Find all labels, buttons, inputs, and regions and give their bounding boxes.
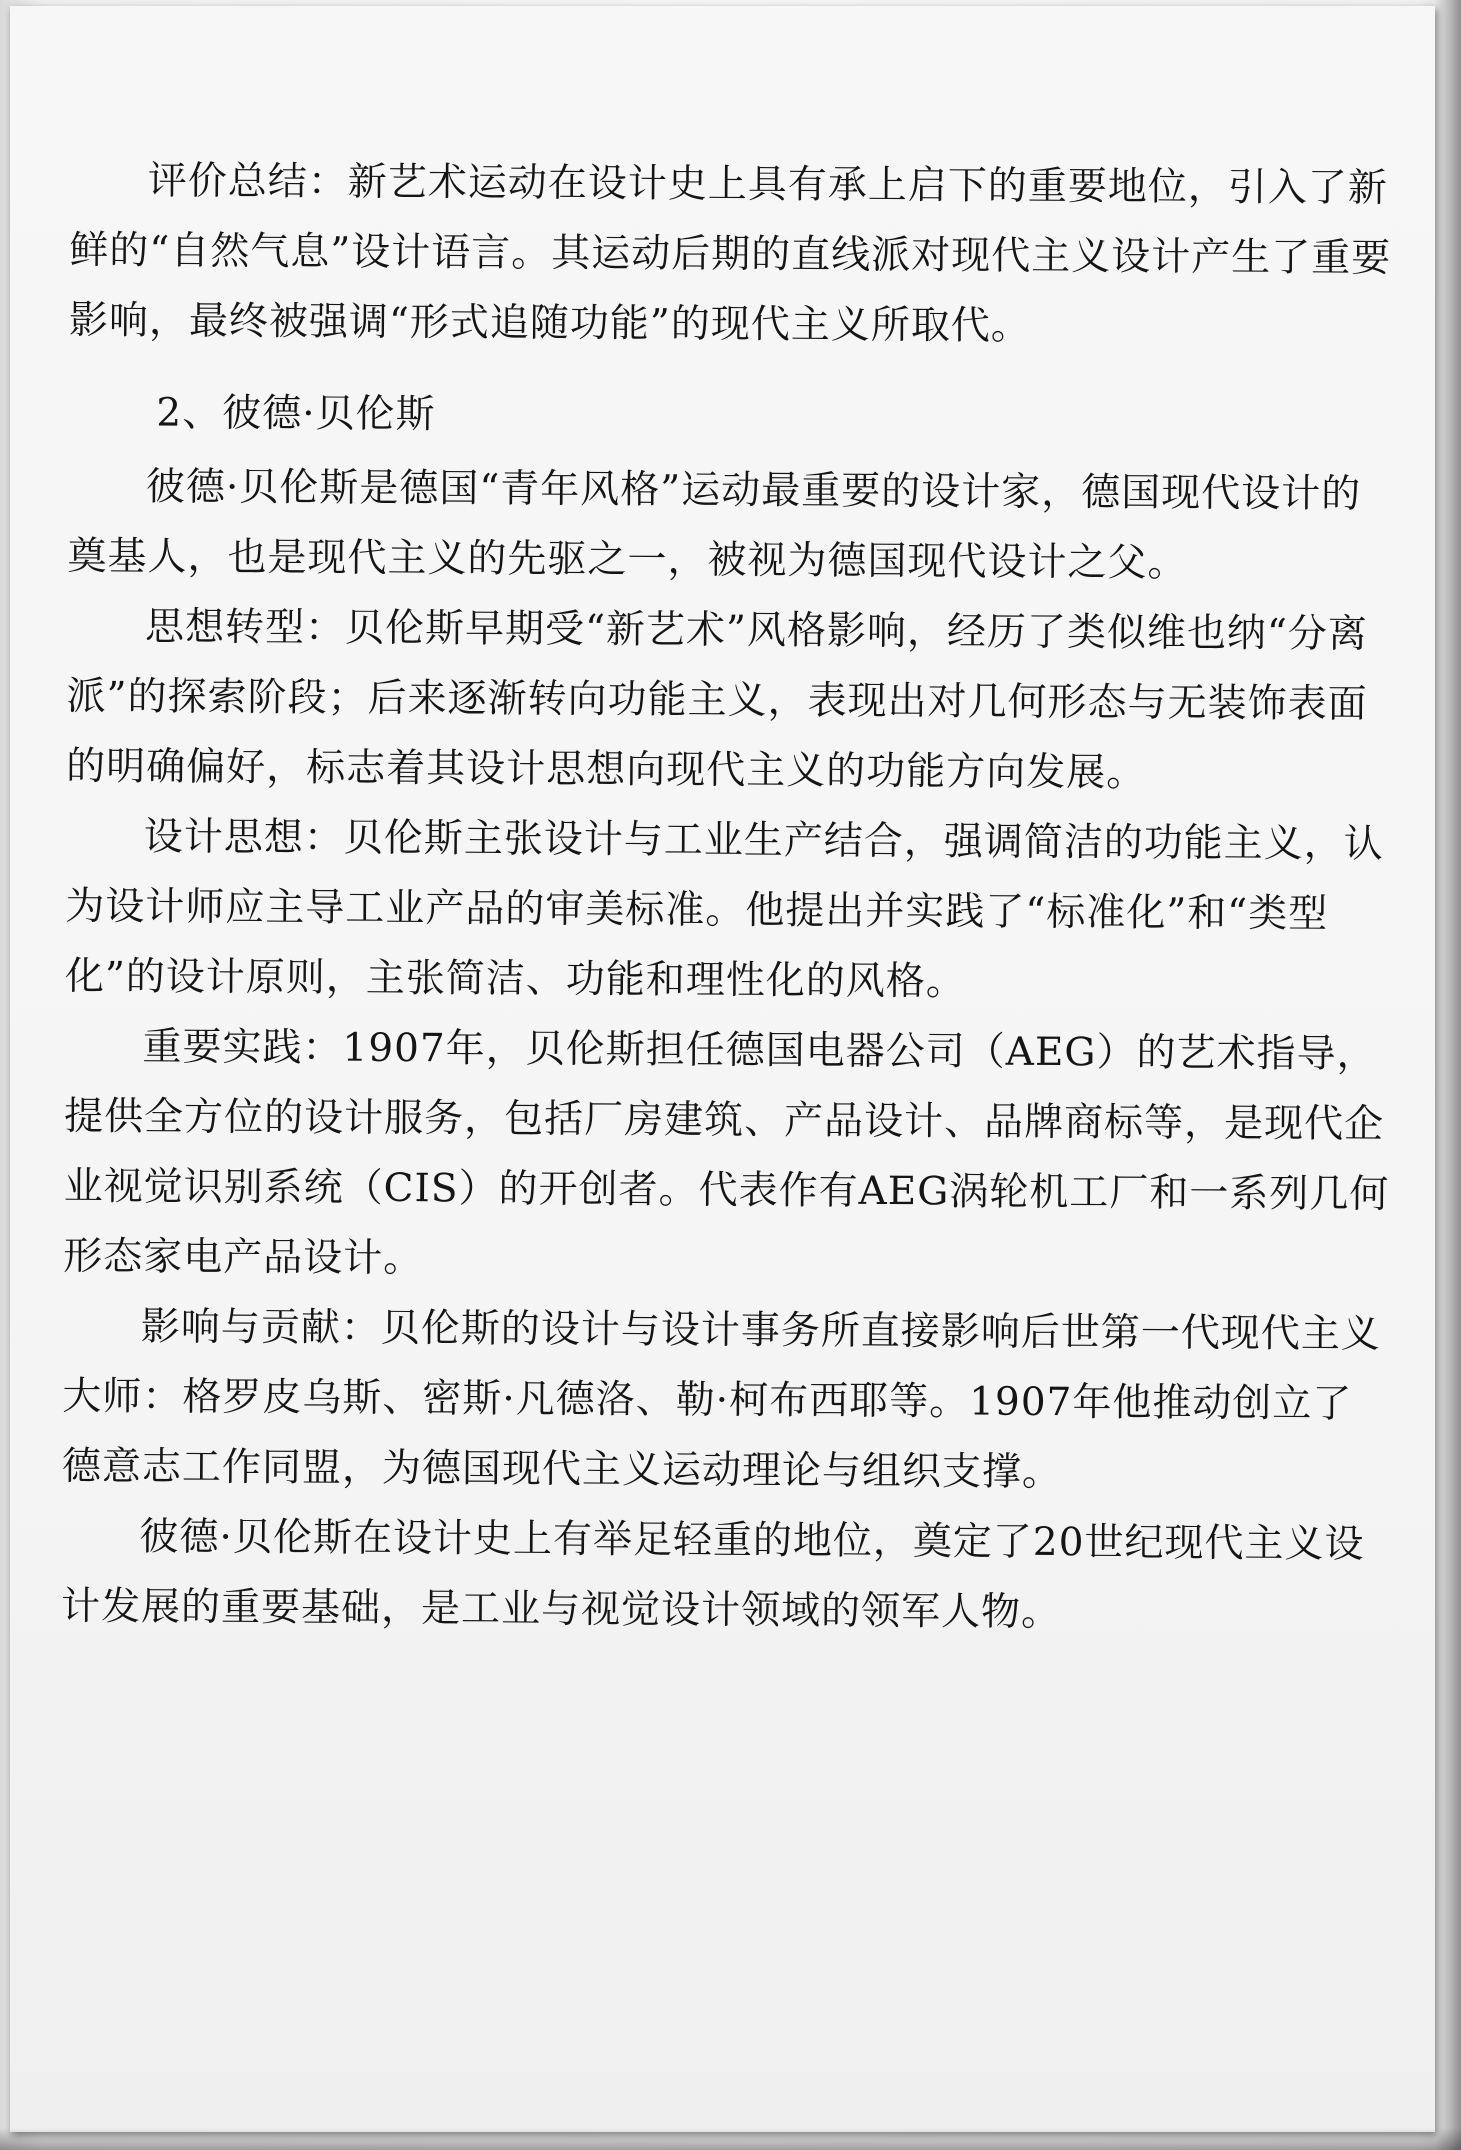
right-edge-shadow bbox=[1435, 0, 1461, 2150]
intro-paragraph: 彼德·贝伦斯是德国“青年风格”运动最重要的设计家，德国现代设计的奠基人，也是现代主义的先驱之一，被视为德国现代设计之父。 bbox=[67, 464, 1362, 586]
thought-transition-paragraph: 思想转型：贝伦斯早期受“新艺术”风格影响，经历了类似维也纳“分离派”的探索阶段；后来逐渐转向功能主义，表现出对几何形态与无装饰表面的明确偏好，标志着其设计思想向现代主义的功能方向发展。 bbox=[66, 604, 1369, 796]
paper-sheet bbox=[10, 6, 1435, 2132]
practice-paragraph: 重要实践：1907年，贝伦斯担任德国电器公司（AEG）的艺术指导，提供全方位的设计服务，包括厂房建筑、产品设计、品牌商标等，是现代企业视觉识别系统（CIS）的开创者。代表作有AEG涡轮机工厂和一系列几何形态家电产品设计。 bbox=[63, 1024, 1390, 1282]
bottom-edge-shadow bbox=[0, 2128, 1461, 2150]
design-philosophy-paragraph: 设计思想：贝伦斯主张设计与工业生产结合，强调简洁的功能主义，认为设计师应主导工业产品的审美标准。他提出并实践了“标准化”和“类型化”的设计原则，主张简洁、功能和理性化的风格。 bbox=[64, 814, 1384, 1005]
conclusion-paragraph: 彼德·贝伦斯在设计史上有举足轻重的地位，奠定了20世纪现代主义设计发展的重要基础，是工业与视觉设计领域的领军人物。 bbox=[60, 1514, 1365, 1636]
summary-paragraph: 评价总结：新艺术运动在设计史上具有承上启下的重要地位，引入了新鲜的“自然气息”设计语言。其运动后期的直线派对现代主义设计产生了重要影响，最终被强调“形式追随功能”的现代主义所取代。 bbox=[68, 158, 1392, 349]
handwritten-text-block bbox=[61, 146, 1400, 1650]
influence-paragraph: 影响与贡献：贝伦斯的设计与设计事务所直接影响后世第一代现代主义大师：格罗皮乌斯、密斯·凡德洛、勒·柯布西耶等。1907年他推动创立了德意志工作同盟，为德国现代主义运动理论与组织支撑。 bbox=[61, 1304, 1381, 1496]
section-heading: 2、彼德·贝伦斯 bbox=[156, 390, 436, 438]
